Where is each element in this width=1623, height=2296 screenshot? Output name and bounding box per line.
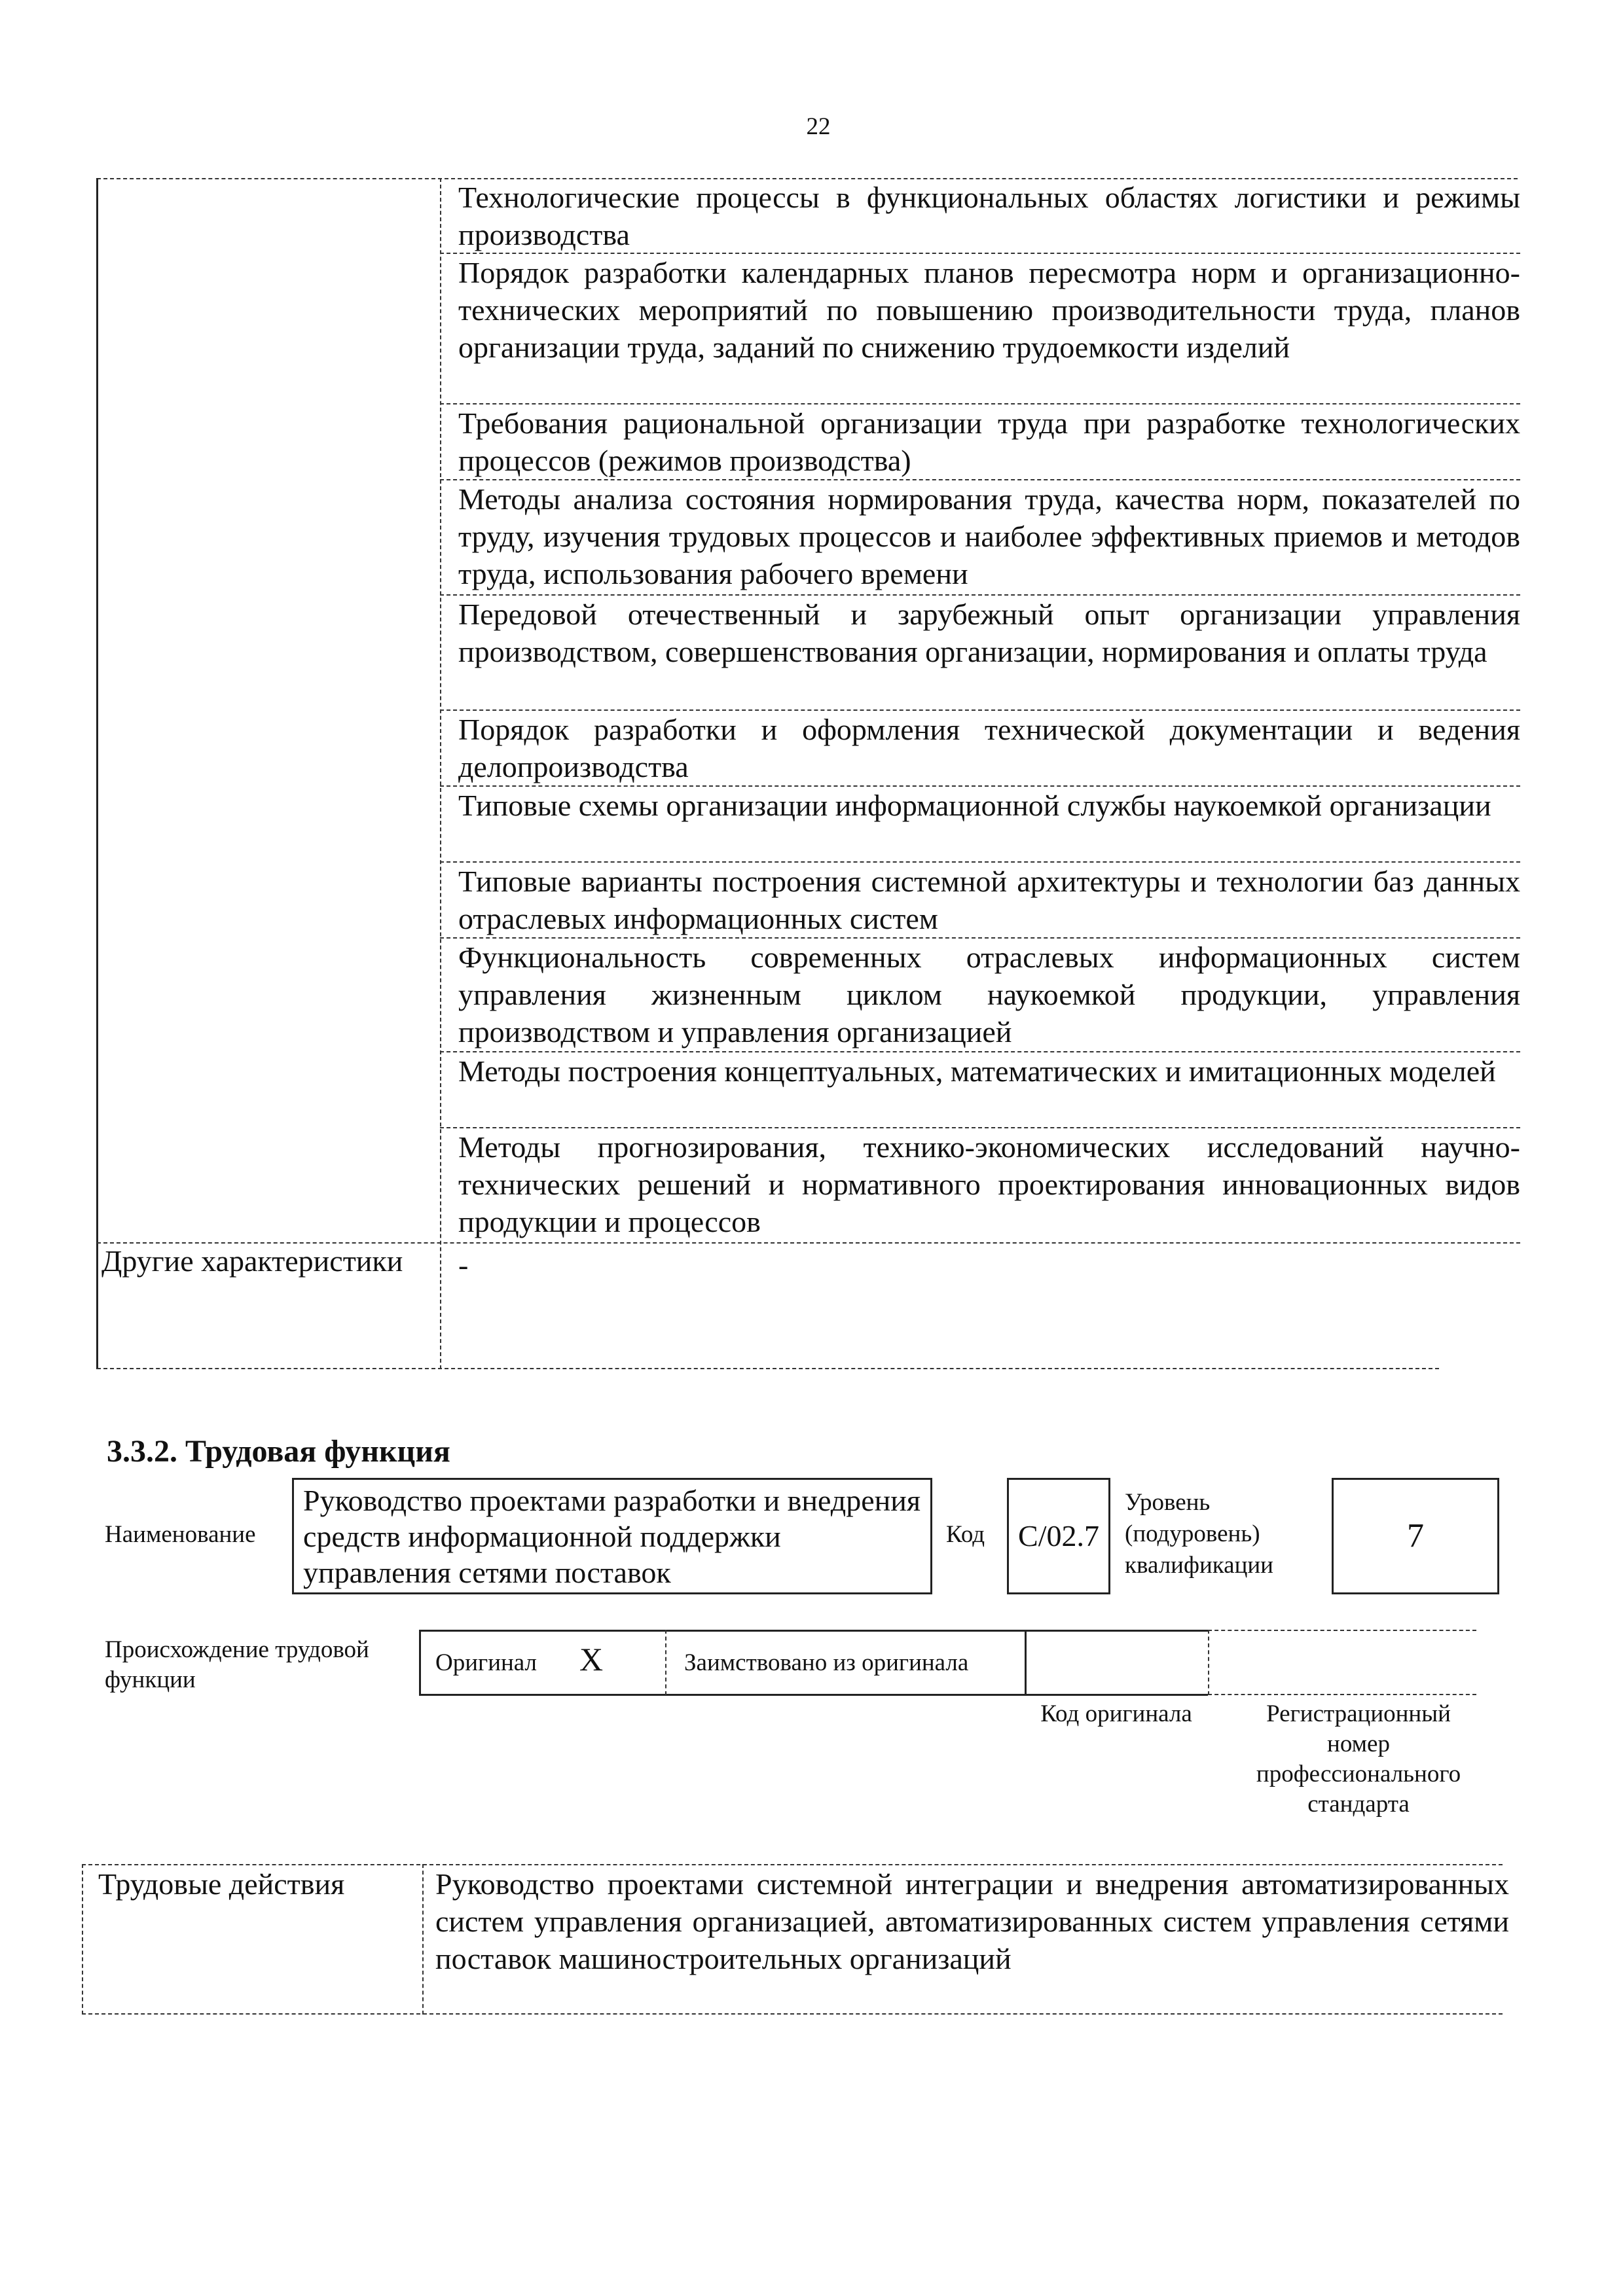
origin-bottom-border [419, 1694, 1208, 1696]
requirement-item: Типовые варианты построения системной архитектуры и технологии баз данных отраслевых информационных систем [458, 865, 1520, 935]
origin-divider [1208, 1630, 1209, 1695]
original-mark: X [579, 1641, 604, 1677]
origin-top-border [419, 1630, 1208, 1632]
function-code-value: C/02.7 [1018, 1519, 1099, 1552]
labor-table-bottom [82, 2013, 1503, 2015]
requirement-item: Требования рациональной организации труда при разработке технологических процессов (режимов производства) [458, 406, 1520, 477]
labor-table-left [82, 1864, 83, 2015]
requirement-item: Методы анализа состояния нормирования труда, качества норм, показателей по труду, изучения трудовых процессов и наиболее эффективных приемов и методов труда, использования рабочего времени [458, 482, 1520, 590]
name-label: Наименование [105, 1521, 256, 1548]
labor-actions-text: Руководство проектами системной интеграции и внедрения автоматизированных систем управления организацией, автоматизированных систем управления сетями поставок машиностроительных организаций [435, 1867, 1509, 1975]
requirement-item: Передовой отечественный и зарубежный опыт организации управления производством, совершенствования организации, нормирования и оплаты труда [458, 598, 1520, 668]
requirement-item: Типовые схемы организации информационной службы наукоемкой организации [458, 789, 1491, 822]
borrowed-label: Заимствовано из оригинала [684, 1649, 969, 1676]
section-title: 3.3.2. Трудовая функция [107, 1434, 450, 1469]
code-label: Код [946, 1521, 985, 1548]
other-characteristics-value: - [458, 1248, 469, 1282]
function-code-box [1007, 1478, 1110, 1594]
level-value: 7 [1407, 1517, 1424, 1554]
requirement-item: Порядок разработки календарных планов пересмотра норм и организационно-технических мероприятий по повышению производительности труда, планов организации труда, заданий по снижению трудоемкости изделий [458, 256, 1520, 364]
requirement-item: Методы прогнозирования, технико-экономических исследований научно-технических решений и нормативного проектирования инновационных видов продукции и процессов [458, 1130, 1520, 1238]
function-name-box [292, 1478, 932, 1594]
origin-label: Происхождение трудовой функции [105, 1636, 369, 1693]
page-number: 22 [806, 113, 831, 140]
requirement-item: Технологические процессы в функциональных областях логистики и режимы производства [458, 181, 1520, 251]
table-left-border [96, 178, 98, 1369]
origin-left-border [419, 1630, 421, 1695]
table-bottom-border [97, 1368, 1439, 1369]
level-label: Уровень (подуровень) квалификации [1125, 1489, 1273, 1579]
requirement-item: Методы построения концептуальных, математических и имитационных моделей [458, 1054, 1496, 1088]
registration-number-caption: Регистрационный номер профессионального стандарта [1256, 1700, 1461, 1818]
code-original-caption: Код оригинала [1040, 1700, 1192, 1727]
original-label: Оригинал [435, 1649, 538, 1676]
origin-divider [1025, 1630, 1027, 1695]
requirement-item: Порядок разработки и оформления технической документации и ведения делопроизводства [458, 713, 1520, 783]
labor-table-divider [422, 1864, 424, 2015]
origin-divider [665, 1630, 666, 1695]
other-characteristics-label: Другие характеристики [101, 1244, 403, 1278]
table-column-divider [440, 178, 441, 1369]
origin-bottom-border [1208, 1694, 1476, 1695]
origin-top-border [1208, 1630, 1476, 1631]
requirement-item: Функциональность современных отраслевых информационных систем управления жизненным циклом наукоемкой продукции, управления производством и управления организацией [458, 941, 1520, 1049]
function-name-value: Руководство проектами разработки и внедрения средств информационной поддержки управления сетями поставок [303, 1484, 921, 1589]
labor-actions-label: Трудовые действия [98, 1867, 345, 1901]
level-box [1332, 1478, 1499, 1594]
